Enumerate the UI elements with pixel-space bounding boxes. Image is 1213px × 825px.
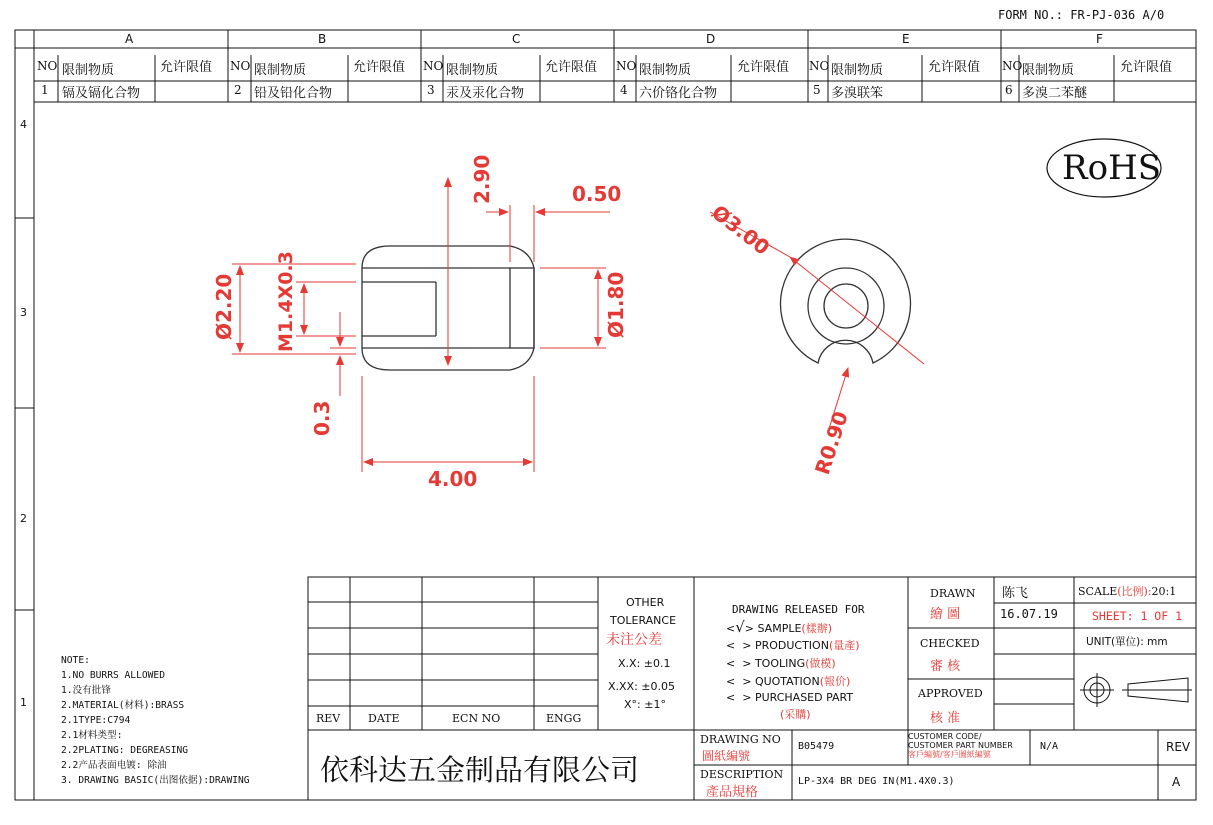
release-tooling[interactable]: < > TOOLING(做模): [726, 657, 836, 670]
check-mark: √: [735, 618, 745, 636]
rev-value: A: [1172, 775, 1181, 789]
scale-field: SCALE(比例):20:1: [1078, 585, 1177, 598]
note-line: NOTE:: [61, 655, 90, 666]
ecn-header: ECN NO: [452, 712, 501, 725]
hdr-limit: 允许限值: [1120, 60, 1173, 75]
hdr-limit: 允许限值: [928, 60, 981, 75]
zone-col-c: C: [512, 32, 521, 46]
rev-header: REV: [316, 712, 341, 725]
zone-col-e: E: [902, 32, 910, 46]
tolerance-angle: X°: ±1°: [624, 698, 666, 711]
customer-code-value: N/A: [1040, 741, 1059, 752]
zone-col-d: D: [706, 32, 716, 46]
hdr-no: NO: [1002, 59, 1023, 73]
hdr-no: NO: [230, 59, 251, 73]
zone-col-a: A: [125, 32, 134, 46]
hdr-substance: 限制物质: [62, 63, 115, 78]
release-sample[interactable]: <√> SAMPLE(樣辦): [726, 618, 833, 636]
release-quotation[interactable]: < > QUOTATION(報价): [726, 675, 851, 688]
note-line: 1.NO BURRS ALLOWED: [61, 670, 165, 681]
hdr-substance: 限制物质: [1022, 63, 1075, 78]
note-line: 2.2PLATING: DEGREASING: [61, 745, 189, 756]
unit-field: UNIT(單位): mm: [1086, 636, 1168, 648]
note-line: 2.1材料类型:: [61, 730, 123, 741]
drawn-label-cn: 繪 圖: [930, 607, 961, 622]
company-name: 依科达五金制品有限公司: [320, 753, 640, 787]
hdr-no: NO: [37, 59, 58, 73]
zone-row-4: 4: [20, 118, 27, 131]
tolerance-x-x: X.X: ±0.1: [618, 657, 671, 670]
hdr-no: NO: [616, 59, 637, 73]
drawing-no-label-cn: 圖紙編號: [702, 749, 751, 763]
note-line: 2.2产品表面电镀: 除油: [61, 760, 167, 771]
rev-label: REV: [1166, 740, 1191, 754]
substance-no: 6: [1005, 83, 1013, 97]
hdr-limit: 允许限值: [737, 60, 790, 75]
zone-row-3: 3: [20, 306, 27, 319]
projection-symbol: [1080, 673, 1192, 707]
tolerance-label: TOLERANCE: [610, 614, 677, 627]
dim-dia-3-00: Ø3.00: [707, 200, 775, 260]
substance-no: 4: [620, 83, 628, 97]
approved-label: APPROVED: [918, 687, 983, 700]
tolerance-cn: 未注公差: [606, 632, 662, 648]
released-for-label: DRAWING RELEASED FOR: [732, 603, 865, 616]
zone-col-f: F: [1096, 32, 1103, 46]
substance-no: 2: [234, 83, 242, 97]
description-label-cn: 產品規格: [706, 785, 759, 800]
hdr-substance: 限制物质: [254, 63, 307, 78]
substance-name: 镉及镉化合物: [62, 86, 141, 101]
hdr-no: NO: [423, 59, 444, 73]
drawing-no-label: DRAWING NO: [700, 733, 781, 746]
checked-label: CHECKED: [920, 637, 980, 650]
dim-4-00: 4.00: [428, 467, 478, 491]
substance-name: 铅及铅化合物: [254, 86, 333, 101]
hdr-no: NO: [809, 59, 830, 73]
dim-2-90: 2.90: [470, 154, 494, 204]
dim-dia-1-80: Ø1.80: [604, 271, 628, 338]
substance-name: 六价铬化合物: [639, 86, 718, 101]
hdr-limit: 允许限值: [160, 60, 213, 75]
hdr-limit: 允许限值: [545, 60, 598, 75]
drawing-no-value: B05479: [798, 741, 835, 752]
substance-name: 汞及汞化合物: [446, 86, 525, 101]
sheet-field: SHEET: 1 OF 1: [1092, 609, 1183, 623]
dim-0-3: 0.3: [310, 400, 334, 436]
drawn-date: 16.07.19: [1000, 607, 1058, 621]
note-line: 3. DRAWING BASIC(出图依据):DRAWING: [61, 775, 250, 786]
zone-row-2: 2: [20, 512, 27, 525]
engg-header: ENGG: [546, 712, 582, 725]
form-number: FORM NO.: FR-PJ-036 A/0: [998, 8, 1165, 22]
substance-no: 1: [41, 83, 49, 97]
description-label: DESCRIPTION: [700, 768, 784, 781]
drawn-label: DRAWN: [930, 587, 976, 600]
hdr-substance: 限制物质: [831, 63, 884, 78]
release-purchased-part[interactable]: < > PURCHASED PART: [726, 691, 854, 704]
release-production[interactable]: < > PRODUCTION(量產): [726, 639, 860, 652]
dim-dia-2-20: Ø2.20: [212, 273, 236, 340]
hdr-substance: 限制物质: [446, 63, 499, 78]
dim-m1-4-thread: M1.4X0.3: [275, 251, 297, 352]
zone-row-1: 1: [20, 696, 27, 709]
note-line: 2.1TYPE:C794: [61, 715, 131, 726]
substance-no: 5: [813, 83, 821, 97]
substance-no: 3: [427, 83, 435, 97]
substance-name: 多溴二苯醚: [1022, 86, 1088, 101]
dim-0-50: 0.50: [572, 182, 622, 206]
date-header: DATE: [368, 712, 400, 725]
hdr-limit: 允许限值: [353, 60, 406, 75]
substance-name: 多溴联笨: [831, 86, 884, 101]
dimension-lines: [232, 178, 924, 472]
dim-r0-90: R0.90: [810, 408, 853, 478]
other-label: OTHER: [626, 596, 665, 609]
note-line: 2.MATERIAL(材料):BRASS: [61, 700, 185, 711]
tolerance-x-xx: X.XX: ±0.05: [608, 680, 676, 693]
note-line: 1.没有批锋: [61, 685, 111, 696]
checked-label-cn: 審 核: [930, 659, 961, 674]
description-value: LP-3X4 BR DEG IN(M1.4X0.3): [798, 776, 955, 787]
approved-label-cn: 核 准: [930, 711, 961, 726]
customer-code-label: CUSTOMER CODE/ CUSTOMER PART NUMBER 客戶編號/客戶圖紙編號: [908, 732, 1013, 759]
release-purchased-part-cn: (采購): [780, 708, 811, 721]
drawer-name: 陈飞: [1002, 586, 1029, 601]
rohs-mark: RoHS: [1062, 148, 1162, 188]
hdr-substance: 限制物质: [639, 63, 692, 78]
zone-col-b: B: [318, 32, 327, 46]
notes-block: [61, 653, 250, 788]
